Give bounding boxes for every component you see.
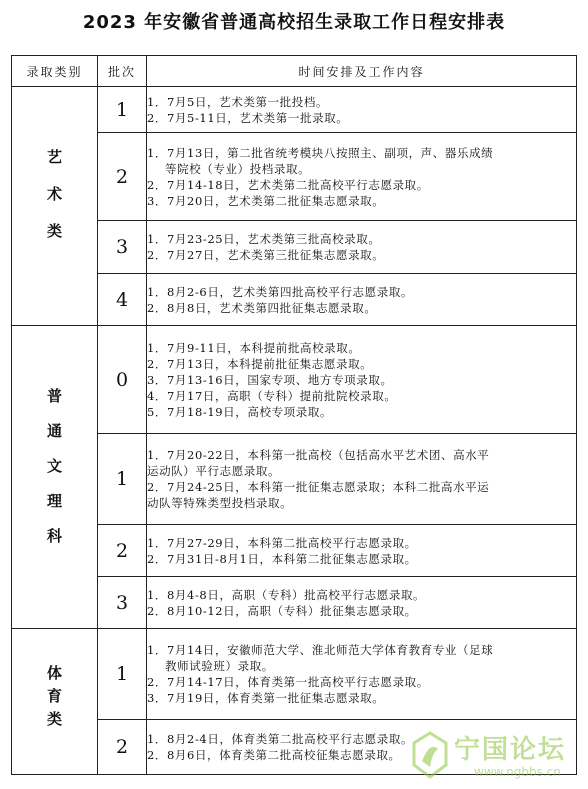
list-item: 2．7月27日，艺术类第三批征集志愿录取。	[147, 248, 385, 262]
list-item: 1．8月2-4日，体育类第二批高校平行志愿录取。	[147, 732, 414, 746]
category-label: 艺术类	[45, 148, 63, 260]
batch-cell: 4	[98, 274, 147, 326]
category-label: 体育类	[45, 665, 63, 734]
list-item: 2．7月24-25日，本科第一批征集志愿录取；本科二批高水平运 动队等特殊类型投档录取。	[147, 480, 490, 510]
content-cell	[147, 274, 577, 326]
list-item: 1．7月13日，第二批省统考模块八按照主、副项，声、器乐成绩 等院校（专业）投档录取。	[147, 145, 494, 176]
list-item: 1．7月27-29日，本科第二批高校平行志愿录取。	[147, 535, 417, 550]
forum-logo-icon	[410, 731, 450, 779]
table-row	[12, 87, 577, 133]
header-content: 时间安排及工作内容	[147, 56, 577, 87]
table-row	[12, 326, 577, 434]
list-item: 1．7月9-11日，本科提前批高校录取。	[147, 340, 361, 355]
list-item: 3．7月20日，艺术类第二批征集志愿录取。	[147, 193, 385, 208]
content-cell	[147, 629, 577, 720]
batch-cell: 1	[98, 629, 147, 720]
batch-cell: 2	[98, 720, 147, 775]
list-item: 1．7月23-25日，艺术类第三批高校录取。	[147, 232, 381, 246]
list-item: 3．7月19日，体育类第一批征集志愿录取。	[147, 691, 385, 705]
list-item: 2．7月14-17日，体育类第一批高校平行志愿录取。	[147, 675, 429, 689]
table-header-row	[12, 56, 577, 87]
content-cell	[147, 133, 577, 221]
watermark	[402, 725, 582, 785]
list-item: 1．7月14日，安徽师范大学、淮北师范大学体育教育专业（足球 教师试验班）录取。	[147, 643, 494, 673]
list-item: 1．7月20-22日，本科第一批高校（包括高水平艺术团、高水平 运动队）平行志愿录取。	[147, 448, 490, 478]
list-item: 4．7月17日，高职（专科）提前批院校录取。	[147, 388, 397, 403]
list-item: 1．7月5日，艺术类第一批投档。	[147, 94, 329, 109]
category-art	[12, 87, 98, 326]
list-item: 2．8月6日，体育类第二批高校征集志愿录取。	[147, 748, 401, 762]
watermark-title: 宁国论坛	[454, 735, 567, 765]
list-item: 1．8月4-8日，高职（专科）批高校平行志愿录取。	[147, 587, 426, 602]
batch-cell: 3	[98, 221, 147, 274]
page-title: 2023 年安徽省普通高校招生录取工作日程安排表	[82, 12, 506, 33]
content-cell	[147, 326, 577, 434]
content-cell	[147, 221, 577, 274]
header-category: 录取类别	[12, 56, 98, 87]
category-label: 普通文理科	[45, 387, 63, 563]
category-pe	[12, 629, 98, 775]
list-item: 2．7月5-11日，艺术类第一批录取。	[147, 110, 349, 125]
category-general	[12, 326, 98, 629]
list-item: 1．8月2-6日，艺术类第四批高校平行志愿录取。	[147, 284, 414, 299]
list-item: 2．8月10-12日，高职（专科）批征集志愿录取。	[147, 603, 417, 618]
header-batch: 批次	[98, 56, 147, 87]
batch-cell: 2	[98, 133, 147, 221]
schedule-table	[11, 55, 577, 775]
batch-cell: 3	[98, 577, 147, 629]
list-item: 3．7月13-16日，国家专项、地方专项录取。	[147, 372, 393, 387]
list-item: 2．7月14-18日，艺术类第二批高校平行志愿录取。	[147, 177, 429, 192]
content-cell	[147, 434, 577, 525]
list-item: 5．7月18-19日，高校专项录取。	[147, 404, 333, 419]
list-item: 2．7月13日，本科提前批征集志愿录取。	[147, 356, 373, 371]
batch-cell: 2	[98, 525, 147, 577]
content-cell	[147, 577, 577, 629]
list-item: 2．8月8日，艺术类第四批征集志愿录取。	[147, 300, 377, 315]
watermark-url: www.ngbbs.cn	[474, 765, 561, 779]
batch-cell: 1	[98, 434, 147, 525]
batch-cell: 1	[98, 87, 147, 133]
content-cell	[147, 525, 577, 577]
table-row	[12, 629, 577, 720]
content-cell	[147, 87, 577, 133]
list-item: 2．7月31日-8月1日，本科第二批征集志愿录取。	[147, 551, 417, 566]
batch-cell: 0	[98, 326, 147, 434]
